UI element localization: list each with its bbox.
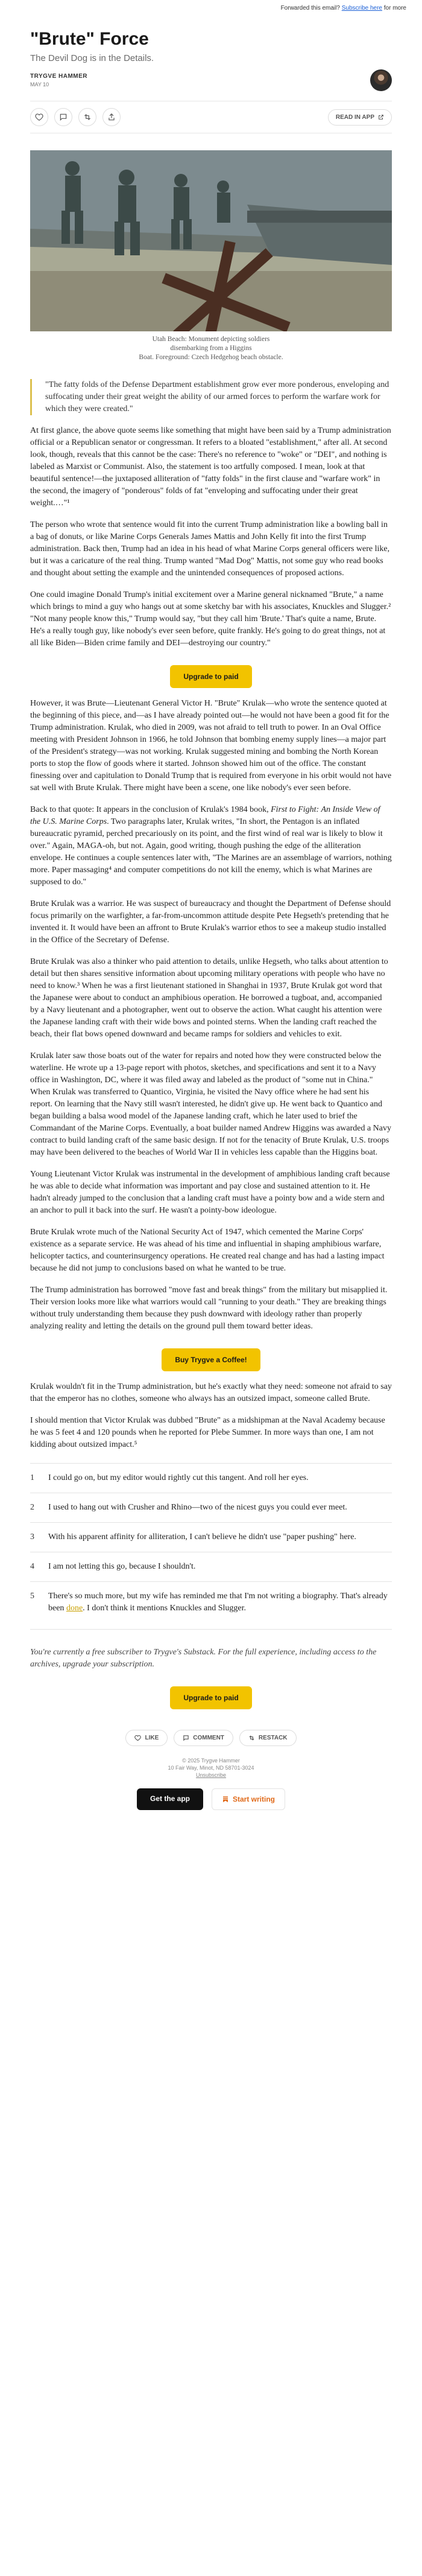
byline — [30, 69, 392, 91]
coffee-button[interactable]: Buy Trygve a Coffee! — [162, 1348, 260, 1371]
author-avatar[interactable] — [370, 69, 392, 91]
paragraph-book-quote — [30, 804, 392, 888]
subscribe-text: You're currently a free subscriber to Trygve's Substack. For the full experience, including access to the archives, upgrade your subscription. — [30, 1648, 377, 1669]
comment-button[interactable] — [54, 108, 72, 126]
upgrade-button-wrap — [30, 665, 392, 688]
unsubscribe-link[interactable]: Unsubscribe — [195, 1772, 227, 1778]
external-link-icon — [378, 114, 384, 120]
closing-paragraph-1: Krulak wouldn't fit in the Trump administration, but he's exactly what they need: someone not afraid to say that the emperor has no clothes, someone who always has an outsized impact, someone called Brute. — [30, 1382, 392, 1403]
paragraph-8: Young Lieutenant Victor Krulak was instrumental in the development of amphibious landing craft because he was able to decide what information was important and pay close and sustained attention to it. He hadn't already jumped to the conclusion that a landing craft must have a pointy bow and a wide stern and an anchor to pull it back into the surf. He wasn't a pointy-bow ideologue. — [30, 1170, 390, 1215]
book-quote-before: Back to that quote: It appears in the conclusion of Krulak's 1984 book, — [30, 805, 271, 814]
paragraph-10: The Trump administration has borrowed "move fast and break things" from the military but misapplied it. Their version looks more like what warriors would call "running to your death." They are breaking things without truly understanding them because they push downward with ideology rather than properly analyzing reality and letting the details on the ground pull them toward better ideas. — [30, 1286, 388, 1331]
footnote-5-before: There's so much more, but my wife has reminded me that I'm not writing a biography. That's already been — [48, 1592, 388, 1613]
subscribe-upgrade-wrap — [30, 1686, 392, 1709]
paragraph-4: However, it was Brute—Lieutenant General Victor H. "Brute" Krulak—who wrote the sentence quoted at the beginning of this piece, and—as I have already pointed out—he would not have been a good fit for the Trump administration. Krulak, who died in 2009, was not afraid to tell truth to power. In an Oval Office meeting with President Johnson in 1966, he told Johnson that bombing enemy supply lines—a major part of the President's strategy—was not working. Krulak suggested mining and bombing the North Korean ports to stop the flow of goods where it started. Johnson showed him out of the office. The constant finessing over and capitulation to Donald Trump that is required from everyone in his orbit would not have sat well with Brute Krulak. There might have been a scene, one like nobody's ever seen before. — [30, 699, 392, 792]
utah-beach-monument-image — [30, 150, 392, 331]
post-actions — [30, 101, 392, 133]
heart-icon — [134, 1735, 141, 1741]
read-in-app-label: READ IN APP — [335, 113, 374, 121]
footnote-number[interactable]: 2 — [30, 1503, 34, 1512]
pull-quote: "The fatty folds of the Defense Department establishment grow ever more ponderous, enveloping and suffocating under their great weight the ability of our armed forces to perform the warfare work for which they were created." — [30, 379, 392, 415]
forwarded-text: Forwarded this email? — [280, 5, 340, 11]
footnote — [30, 1463, 392, 1493]
bottom-like-button[interactable] — [125, 1730, 168, 1746]
forwarded-suffix: for more — [383, 5, 406, 11]
post-date: MAY 10 — [30, 81, 49, 88]
footnote-text: With his apparent affinity for alliteration, I can't believe he didn't use "paper pushing" here. — [48, 1532, 356, 1541]
post-subtitle: The Devil Dog is in the Details. — [30, 53, 154, 63]
post-title[interactable]: "Brute" Force — [30, 29, 149, 49]
bottom-comment-button[interactable] — [174, 1730, 233, 1746]
caption-line-2: Boat. Foreground: Czech Hedgehog beach obstacle. — [139, 354, 283, 361]
comment-icon — [183, 1735, 189, 1741]
footnote-number[interactable]: 3 — [30, 1532, 34, 1541]
footnote — [30, 1522, 392, 1552]
subscribe-upgrade-button[interactable]: Upgrade to paid — [170, 1686, 251, 1709]
footnote-5-link[interactable]: done — [66, 1604, 83, 1613]
footnote-number[interactable]: 1 — [30, 1473, 34, 1482]
hero-figure — [30, 150, 392, 362]
footer-cta-row — [30, 1788, 392, 1834]
footnote-number[interactable]: 4 — [30, 1562, 34, 1571]
footnotes — [30, 1463, 392, 1623]
footer-address: 10 Fair Way, Minot, ND 58701-3024 — [168, 1765, 254, 1771]
start-writing-button[interactable] — [212, 1788, 285, 1810]
restack-button[interactable] — [78, 108, 96, 126]
footnote-text — [48, 1590, 392, 1615]
footer — [30, 1757, 392, 1779]
substack-logo-icon — [222, 1796, 229, 1803]
upgrade-button[interactable]: Upgrade to paid — [170, 665, 251, 688]
footnote — [30, 1552, 392, 1581]
closing-paragraph-2: I should mention that Victor Krulak was dubbed "Brute" as a midshipman at the Naval Academy because he was 5 feet 4 and 120 pounds when he reported for Plebe Summer. In more ways than one, I am not kidding about outsized impact.⁵ — [30, 1416, 385, 1449]
comment-icon — [59, 113, 68, 121]
paragraph-1: At first glance, the above quote seems like something that might have been said by a Trump administration official or a Republican senator or congressman. It refers to a bloated "establishment," after all. At second look, though, reveals that this cannot be the case: There's no reference to "woke" or "DEI", and nothing is labeled as Marxist or Communist. Also, the statement is too artfully composed. I mean, look at that beautiful sentence!—the juxtaposed alliteration of "fatty folds" in the first clause and "warfare work" in the second, the imagery of "ponderous" folds of fat "enveloping and suffocating under their great weight.…"¹ — [30, 426, 391, 508]
heart-icon — [35, 113, 43, 121]
footnote — [30, 1493, 392, 1522]
like-label: LIKE — [145, 1735, 159, 1741]
paragraph-2: The person who wrote that sentence would fit into the current Trump administration like a bowling ball in a bag of donuts, or like Marine Corps Generals James Mattis and John Kelly fit into the first Trump administration. Back then, Trump had an idea in his head of what Marine Corps general officers were like, but it was a caricature of the real thing. Trump wanted "Mad Dog" Mattis, not some guy who read books and thought about setting the example and the unintended consequences of proposed actions. — [30, 520, 390, 578]
footnote-text: I used to hang out with Crusher and Rhino—two of the nicest guys you could ever meet. — [48, 1503, 347, 1512]
paragraph-9: Brute Krulak wrote much of the National Security Act of 1947, which cemented the Marine Corps' existence as a separate service. He was ahead of his time and influential in shaping amphibious warfare, helicopter tactics, and counterinsurgency operations. He created real change and has had a lasting impact because he did not jump to conclusions based on what he wanted to be true. — [30, 1228, 385, 1273]
restack-icon — [83, 113, 92, 121]
post-container — [0, 29, 422, 1834]
forwarded-bar — [0, 0, 422, 16]
footer-copyright: © 2025 Trygve Hammer — [182, 1758, 240, 1764]
bottom-actions — [30, 1730, 392, 1746]
footnote — [30, 1581, 392, 1623]
subscribe-link[interactable]: Subscribe here — [341, 5, 382, 11]
paragraph-5: Brute Krulak was a warrior. He was suspect of bureaucracy and thought the Department of Defense should focus primarily on the warfighter, a far-from-uncommon attitude despite Pete Hegseth's pretending that he invented it. It would have been an affront to Brute Krulak's warrior ethos to see a makeup studio installed in the Office of the Secretary of Defense. — [30, 899, 391, 945]
subscribe-section — [30, 1629, 392, 1709]
footnote-text: I am not letting this go, because I shouldn't. — [48, 1562, 196, 1571]
image-caption — [30, 335, 392, 362]
caption-line-1: Utah Beach: Monument depicting soldiers disembarking from a Higgins — [152, 336, 270, 352]
paragraph-6: Brute Krulak was also a thinker who paid attention to details, unlike Hegseth, who talks about attention to detail but then shares sensitive information about upcoming military operations with people who have no need to know.³ When he was a first lieutenant stationed in Shanghai in 1937, Brute Krulak got word that the Japanese were about to conduct an amphibious operation. He borrowed a tugboat, and, accompanied by a Navy lieutenant and a photographer, went out to observe the action. What caught his attention were the Japanese landing craft with their wide bows and pointed sterns. When the landing craft reached the beach, their flat bows opened downward and became ramps for soldiers and vehicles to exit. — [30, 957, 388, 1039]
book-quote-after: . Two paragraphs later, Krulak writes, "In short, the Pentagon is an inflated bureaucratic pyramid, perched precariously on its point, and the first wind of real war is likely to blow it over." Again, MAGA-oh, but not. Again, good writing, though pushing the edge of the alliteration envelope. He continues a couple sentences later with, "The Marines are an assemblage of warriors, nothing more. Paper massaging⁴ and computer competitions do not kill the enemy, which is what Marines are supposed to do." — [30, 817, 392, 887]
get-app-button[interactable]: Get the app — [137, 1788, 203, 1810]
like-button[interactable] — [30, 108, 48, 126]
coffee-button-wrap — [30, 1348, 392, 1371]
author-name[interactable]: TRYGVE HAMMER — [30, 73, 88, 80]
restack-label: RESTACK — [258, 1735, 288, 1741]
comment-label: COMMENT — [193, 1735, 224, 1741]
read-in-app-button[interactable] — [328, 109, 392, 126]
footnote-text: I could go on, but my editor would rightly cut this tangent. And roll her eyes. — [48, 1473, 309, 1482]
footnote-5-after: . I don't think it mentions Knuckles and Slugger. — [83, 1604, 246, 1613]
bottom-restack-button[interactable] — [239, 1730, 297, 1746]
restack-icon — [248, 1735, 255, 1741]
start-writing-label: Start writing — [233, 1795, 276, 1803]
book-title: First to Fight: An Inside View of the U.S. Marine Corps — [30, 805, 380, 826]
paragraph-7: Krulak later saw those boats out of the water for repairs and noted how they were constructed below the waterline. He wrote up a 13-page report with photos, sketches, and specifications and sent it to a Navy office in Washington, DC, where it was filed away and labeled as the product of "some nut in China." When Krulak was transferred to Quantico, Virginia, he visited the Navy office where he had sent his report. On learning that the Navy still wasn't interested, he didn't give up. He went back to Quantico and began building a balsa wood model of the Japanese landing craft, which he later used to brief the Commandant of the Marine Corps. Eventually, a boat builder named Andrew Higgins was awarded a Navy contract to build landing craft of the same basic design. If not for the tenacity of Brute Krulak, U.S. troops may have been delivered to the beaches of World War II in vehicles less capable than the Higgins boat. — [30, 1051, 391, 1157]
share-icon — [107, 113, 116, 121]
hero-photo[interactable] — [30, 150, 392, 331]
share-button[interactable] — [102, 108, 121, 126]
footnote-number[interactable]: 5 — [30, 1592, 34, 1601]
paragraph-3: One could imagine Donald Trump's initial excitement over a Marine general nicknamed "Brute," a name which brings to mind a guy who hangs out at some sketchy bar with his associates, Knuckles and Slugger.² "Not many people know this," Trump would say, "but they call him 'Brute.' That's quite a name, Brute. He's a really tough guy, like nobody's ever seen before, quite frankly. He's going to do great things, not at all like Biden—Biden crime family and DEI—destroying our country." — [30, 590, 391, 648]
